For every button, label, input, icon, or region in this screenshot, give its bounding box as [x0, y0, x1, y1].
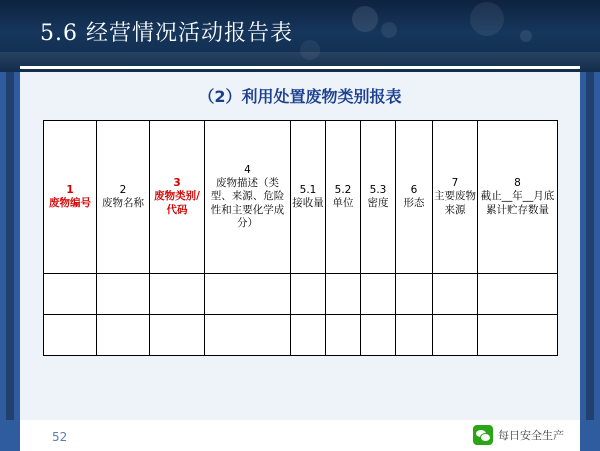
right-accent-bar-inner	[586, 72, 594, 451]
column-number: 2	[119, 183, 127, 196]
column-label: 废物名称	[102, 197, 144, 209]
table-cell[interactable]	[150, 274, 205, 315]
waste-category-table	[43, 120, 558, 356]
table-row[interactable]	[44, 315, 558, 356]
table-cell[interactable]	[361, 274, 396, 315]
column-number: 1	[66, 183, 74, 196]
content-panel	[20, 72, 580, 420]
title-underline	[20, 66, 580, 69]
column-number: 4	[244, 164, 251, 177]
column-number: 5.3	[369, 183, 387, 196]
table-header-cell-4	[205, 121, 291, 274]
column-label: 密度	[367, 197, 389, 209]
table-cell[interactable]	[433, 315, 478, 356]
column-number: 5.2	[334, 183, 352, 196]
table-cell[interactable]	[478, 274, 558, 315]
column-number: 8	[514, 177, 521, 190]
table-header-cell-5-3	[361, 121, 396, 274]
page-number: 52	[52, 430, 68, 444]
column-label: 废物类别/代码	[154, 190, 200, 216]
column-label: 废物编号	[49, 197, 91, 209]
column-label: 截止__年__月底累计贮存数量	[480, 190, 555, 216]
table-cell[interactable]	[44, 315, 97, 356]
table-header-cell-8	[478, 121, 558, 274]
table-cell[interactable]	[396, 315, 433, 356]
column-label: 主要废物来源	[434, 190, 476, 216]
column-number: 3	[173, 177, 181, 190]
table-cell[interactable]	[97, 315, 150, 356]
table-header-cell-3	[150, 121, 205, 274]
table-header-cell-7	[433, 121, 478, 274]
column-label: 形态	[403, 197, 425, 209]
table-header-cell-6	[396, 121, 433, 274]
table-row[interactable]	[44, 274, 558, 315]
table-cell[interactable]	[361, 315, 396, 356]
wechat-icon	[473, 425, 493, 445]
table-cell[interactable]	[326, 315, 361, 356]
column-number: 7	[451, 177, 459, 190]
table-header-cell-2	[97, 121, 150, 274]
footer-right-accent	[580, 420, 600, 451]
table-cell[interactable]	[291, 315, 326, 356]
wechat-watermark	[473, 425, 564, 445]
table-header-cell-5-1	[291, 121, 326, 274]
wechat-label: 每日安全生产	[498, 429, 564, 442]
bubble-decoration-icon	[352, 6, 378, 32]
table-header-row	[44, 121, 558, 274]
table-cell[interactable]	[291, 274, 326, 315]
table-cell[interactable]	[326, 274, 361, 315]
table-cell[interactable]	[205, 315, 291, 356]
column-label: 单位	[332, 197, 354, 209]
table-header-cell-5-2	[326, 121, 361, 274]
left-accent-bar-inner	[6, 72, 14, 451]
column-label: 废物描述（类型、来源、危险性和主要化学成分）	[210, 177, 285, 229]
column-number: 5.1	[299, 183, 317, 196]
banner-sheen	[0, 52, 600, 72]
footer-left-accent	[0, 420, 20, 451]
table-cell[interactable]	[44, 274, 97, 315]
bubble-decoration-icon	[381, 22, 397, 38]
table-header-cell-1	[44, 121, 97, 274]
section-subtitle: （2）利用处置废物类别报表	[198, 87, 402, 106]
table-cell[interactable]	[150, 315, 205, 356]
column-label: 接收量	[292, 197, 324, 209]
table-cell[interactable]	[205, 274, 291, 315]
page-title: 5.6 经营情况活动报告表	[40, 21, 293, 46]
table-cell[interactable]	[433, 274, 478, 315]
table-cell[interactable]	[478, 315, 558, 356]
table-cell[interactable]	[396, 274, 433, 315]
column-number: 6	[410, 183, 418, 196]
bubble-decoration-icon	[520, 30, 532, 42]
bubble-decoration-icon	[470, 2, 504, 36]
table-cell[interactable]	[97, 274, 150, 315]
